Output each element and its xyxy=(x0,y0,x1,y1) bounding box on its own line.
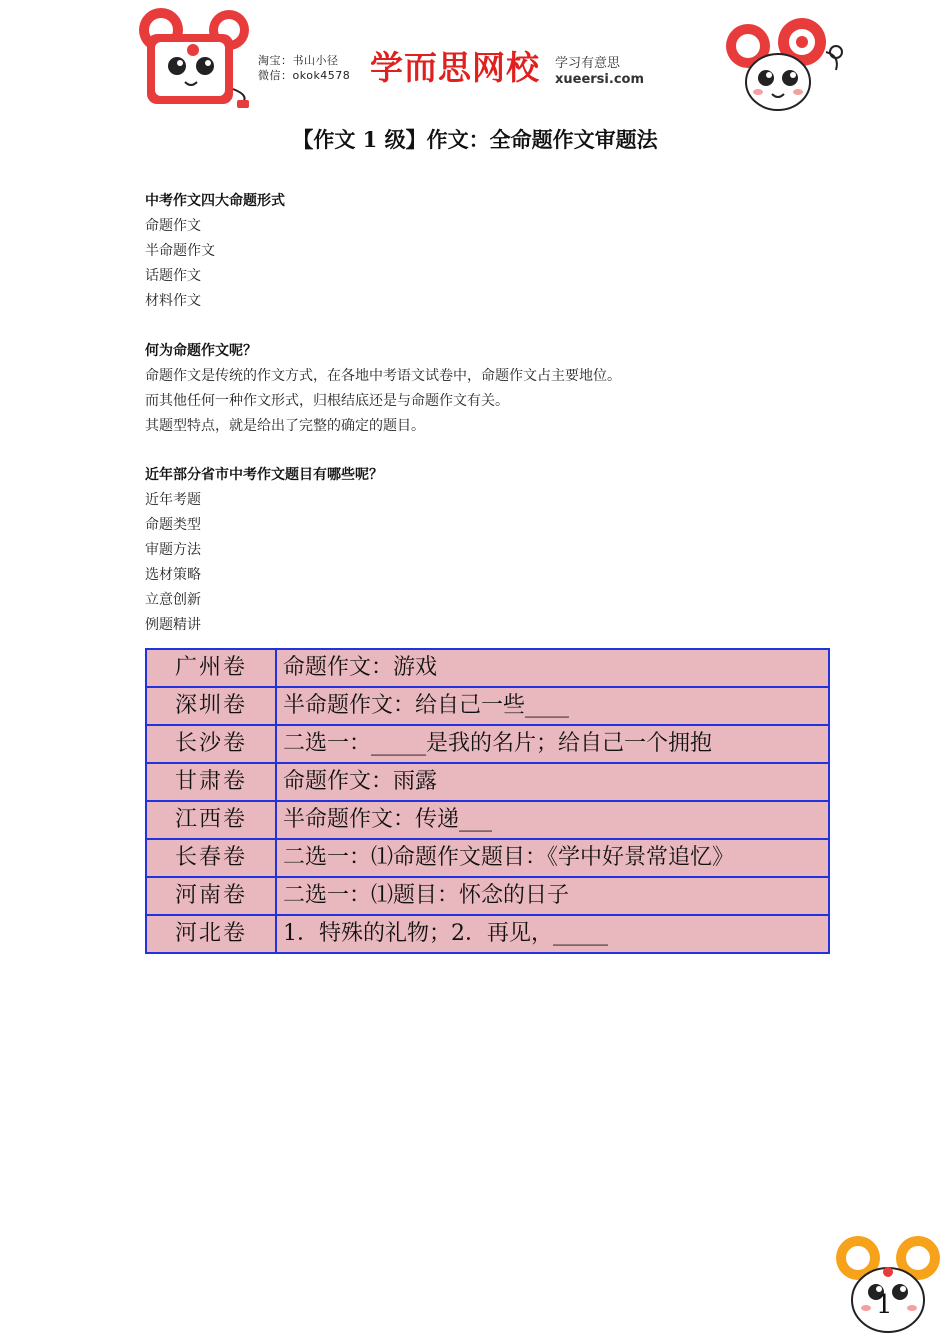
table-row xyxy=(146,725,829,763)
list-item: 例题精讲 xyxy=(145,617,201,633)
mascot-logo-left xyxy=(133,4,258,114)
list-item: 立意创新 xyxy=(145,592,201,608)
topic-cell: 二选一：⑴题目：怀念的日子 xyxy=(276,877,829,915)
region-cell: 甘肃卷 xyxy=(146,763,276,801)
section-heading: 近年部分省市中考作文题目有哪些呢？ xyxy=(145,467,383,483)
table-row xyxy=(146,687,829,725)
paragraph-line: 其题型特点，就是给出了完整的确定的题目。 xyxy=(145,418,425,434)
region-cell: 江西卷 xyxy=(146,801,276,839)
section-question-forms xyxy=(145,189,285,314)
shop-line: 淘宝：书山小径 xyxy=(258,54,339,67)
paragraph-line: 命题作文是传统的作文方式，在各地中考语文试卷中，命题作文占主要地位。 xyxy=(145,368,621,384)
region-cell: 长沙卷 xyxy=(146,725,276,763)
topic-cell: 半命题作文：给自己一些____ xyxy=(276,687,829,725)
table-row xyxy=(146,649,829,687)
topic-cell: 二选一：⑴命题作文题目：《学中好景常追忆》 xyxy=(276,839,829,877)
list-item: 材料作文 xyxy=(145,293,201,309)
shop-info xyxy=(258,53,350,83)
section-recent-exams xyxy=(145,463,383,638)
list-item: 命题作文 xyxy=(145,218,201,234)
list-item: 审题方法 xyxy=(145,542,201,558)
list-item: 近年考题 xyxy=(145,492,201,508)
topic-cell: 半命题作文：传递___ xyxy=(276,801,829,839)
list-item: 半命题作文 xyxy=(145,243,215,259)
table-row xyxy=(146,801,829,839)
mascot-logo-right xyxy=(718,12,848,114)
section-heading: 中考作文四大命题形式 xyxy=(145,193,285,209)
list-item: 选材策略 xyxy=(145,567,201,583)
region-cell: 广州卷 xyxy=(146,649,276,687)
wechat-line: 微信：okok4578 xyxy=(258,69,351,82)
topic-cell: 命题作文：游戏 xyxy=(276,649,829,687)
brand-domain: xueersi.com xyxy=(555,72,645,87)
region-cell: 河北卷 xyxy=(146,915,276,953)
topic-cell: 命题作文：雨露 xyxy=(276,763,829,801)
region-cell: 深圳卷 xyxy=(146,687,276,725)
topic-cell: 二选一：_____是我的名片；给自己一个拥抱 xyxy=(276,725,829,763)
table-row xyxy=(146,877,829,915)
mascot-footer xyxy=(830,1230,948,1340)
list-item: 命题类型 xyxy=(145,517,201,533)
topic-cell: 1．特殊的礼物；2．再见，_____ xyxy=(276,915,829,953)
exam-topics-table xyxy=(145,648,830,954)
page-title: 【作文 1 级】作文：全命题作文审题法 xyxy=(292,127,658,152)
table-row xyxy=(146,915,829,953)
section-heading: 何为命题作文呢？ xyxy=(145,343,257,359)
region-cell: 长春卷 xyxy=(146,839,276,877)
page-number: 1 xyxy=(876,1290,893,1320)
table-row xyxy=(146,839,829,877)
brand-slogan: 学习有意思 xyxy=(555,56,621,71)
table-row xyxy=(146,763,829,801)
paragraph-line: 而其他任何一种作文形式，归根结底还是与命题作文有关。 xyxy=(145,393,509,409)
brand-name: 学而思网校 xyxy=(370,48,540,87)
list-item: 话题作文 xyxy=(145,268,201,284)
section-definition xyxy=(145,339,621,439)
region-cell: 河南卷 xyxy=(146,877,276,915)
